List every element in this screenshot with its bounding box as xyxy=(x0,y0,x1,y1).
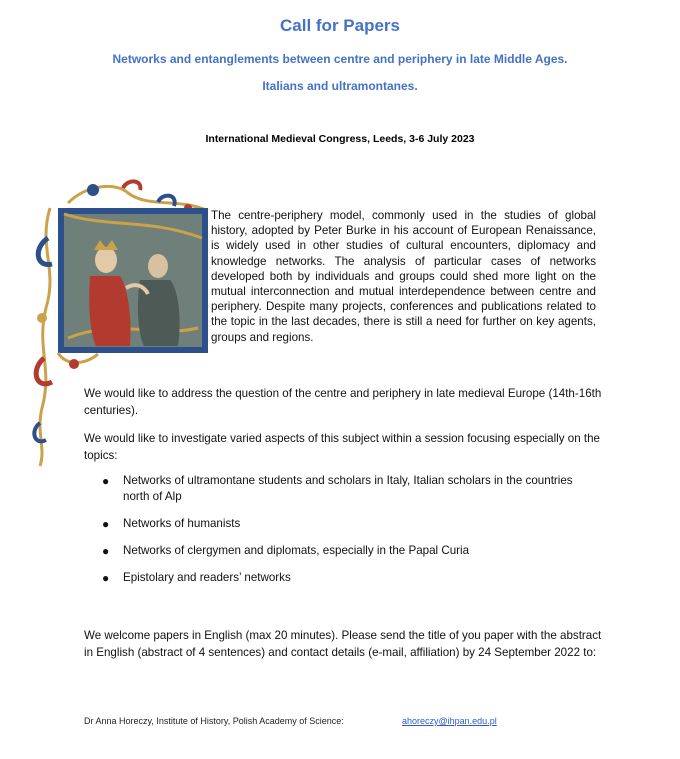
congress-line: International Medieval Congress, Leeds, 3-6 July 2023 xyxy=(205,133,475,145)
welcome-paragraph: We welcome papers in English (max 20 minutes). Please send the title of you paper with the abstract in English (abstract of 4 sentences) and contact details (e-mail, affiliation) by 24 September 2022 to: xyxy=(84,629,602,659)
bullet-icon: ● xyxy=(102,544,110,558)
subtitle-line-2: Italians and ultramontanes. xyxy=(262,79,418,93)
list-item: ● Networks of clergymen and diplomats, especially in the Papal Curia xyxy=(102,544,470,558)
address-paragraph: We would like to address the question of the centre and periphery in late medieval Europe (14th-16th centuries). xyxy=(84,387,602,417)
investigate-paragraph: We would like to investigate varied aspects of this subject within a session focusing especially on the topics: xyxy=(84,432,600,462)
bullet-icon: ● xyxy=(102,517,110,531)
illuminated-initial-icon xyxy=(28,178,208,473)
list-item: ● Epistolary and readers’ networks xyxy=(102,571,291,585)
email-link[interactable]: ahoreczy@ihpan.edu.pl xyxy=(402,716,497,726)
intro-paragraph: The centre-periphery model, commonly used in the studies of global history, adopted by Peter Burke in his account of European Renaissance, is widely used in other studies of cultural encounters, diplomacy and knowledge networks. The analysis of particular cases of networks developed both by individuals and groups could shed more light on the mutual interconnection and mutual interdependence between centre and periphery. Despite many projects, conferences and publications related to the topic in the last decades, there is still a need for further on key agents, groups and regions. xyxy=(211,209,596,344)
contact-line: Dr Anna Horeczy, Institute of History, Polish Academy of Science: xyxy=(84,716,344,726)
list-item: ● Networks of humanists xyxy=(102,517,241,531)
topics-list xyxy=(84,473,584,597)
list-item: ● Networks of ultramontane students and scholars in Italy, Italian scholars in the countries north of Alp xyxy=(102,474,573,503)
subtitle-line-1: Networks and entanglements between centre and periphery in late Middle Ages. xyxy=(112,52,568,66)
bullet-icon: ● xyxy=(102,571,110,585)
page-title: Call for Papers xyxy=(280,16,400,35)
bullet-icon: ● xyxy=(102,474,110,488)
